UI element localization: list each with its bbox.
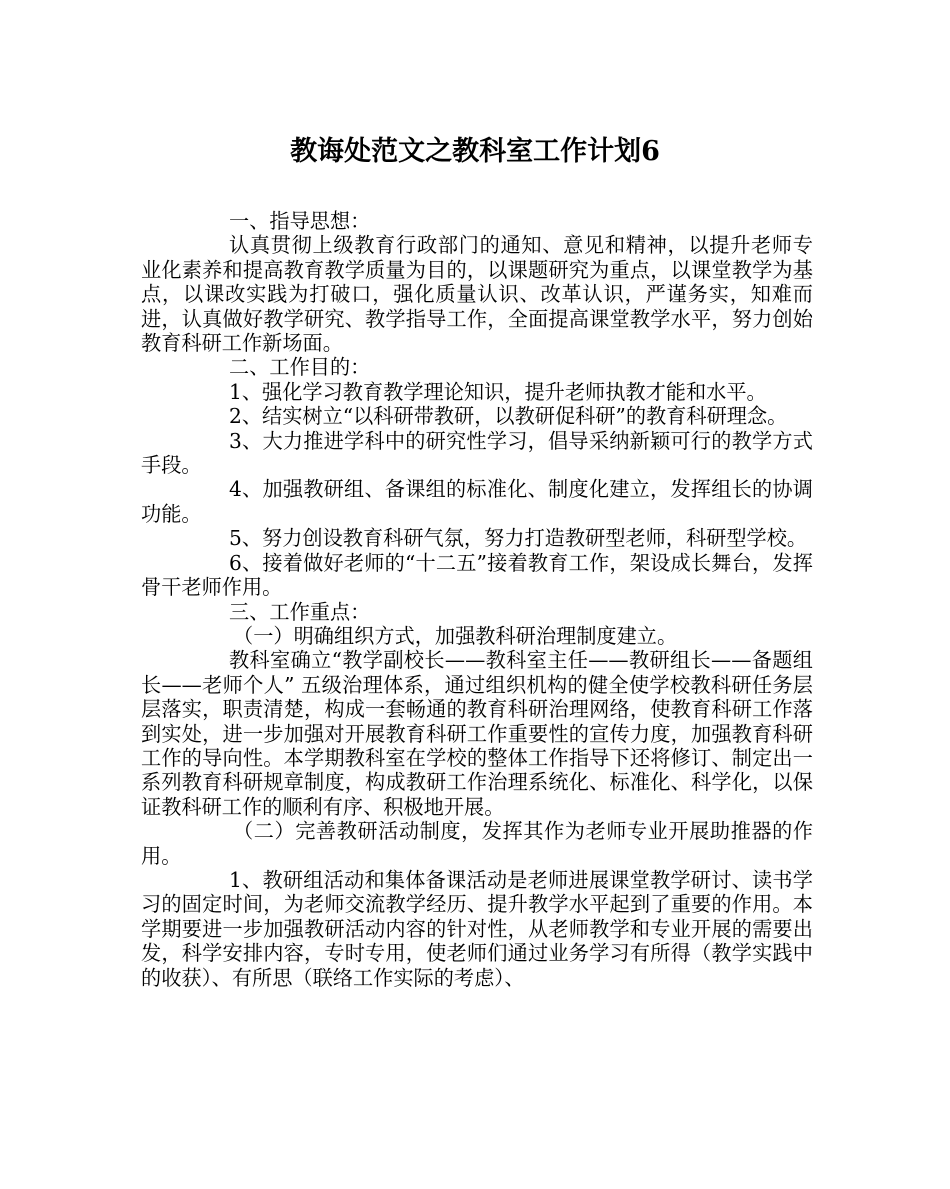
goal-item-5: 5、努力创设教育科研气氛，努力打造教研型老师，科研型学校。 (229, 526, 808, 551)
goal-item-3: 3、大力推进学科中的研究性学习，倡导采纳新颖可行的教学方式手段。 (141, 428, 813, 478)
paragraph-teaching-research-1: 1、教研组活动和集体备课活动是老师进展课堂教学研讨、读书学习的固定时间，为老师交流教学经历、提升教学水平起到了重要的作用。本学期要进一步加强教研活动内容的针对性，从老师教学和专业开展的需要出发，科学安排内容，专时专用，使老师们通过业务学习有所得（教学实践中的收获）、有所思（联络工作实际的考虑）、 (141, 867, 813, 990)
goal-item-1: 1、强化学习教育教学理论知识，提升老师执教才能和水平。 (229, 379, 767, 404)
document-title: 教诲处范文之教科室工作计划6 (290, 136, 660, 167)
paragraph-guiding-ideology: 认真贯彻上级教育行政部门的通知、意见和精神，以提升老师专业化素养和提高教育教学质量为目的，以课题研究为重点，以课堂教学为基点，以课改实践为打破口，强化质量认识、改革认识，严谨务实，知难而进，认真做好教学研究、教学指导工作，全面提高课堂教学水平，努力创始教育科研工作新场面。 (141, 233, 813, 356)
heading-work-focus: 三、工作重点： (229, 599, 371, 624)
document-body (141, 209, 813, 990)
goal-item-6: 6、接着做好老师的“十二五”接着教育工作，架设成长舞台，发挥骨干老师作用。 (141, 550, 813, 600)
goal-item-2: 2、结实树立“以科研带教研，以教研促科研”的教育科研理念。 (229, 404, 788, 429)
goal-item-4: 4、加强教研组、备课组的标准化、制度化建立，发挥组长的协调功能。 (141, 477, 813, 526)
subheading-teaching-research: （二）完善教研活动制度，发挥其作为老师专业开展助推器的作用。 (141, 819, 813, 868)
paragraph-organization: 教科室确立“教学副校长——教科室主任——教研组长——备题组长——老师个人” 五级治理体系，通过组织机构的健全使学校教科研任务层层落实，职责清楚，构成一套畅通的教育科研治理网络，使教育科研工作落到实处，进一步加强对开展教育科研工作重要性的宣传力度，加强教育科研工作的导向性。本学期教科室在学校的整体工作指导下还将修订、制定出一系列教育科研规章制度，构成教研工作治理系统化、标准化、科学化，以保证教科研工作的顺利有序、积极地开展。 (141, 648, 813, 819)
heading-work-goals: 二、工作目的： (229, 355, 371, 380)
subheading-organization: （一）明确组织方式，加强教科研治理制度建立。 (233, 623, 678, 648)
heading-guiding-ideology: 一、指导思想： (229, 209, 371, 233)
